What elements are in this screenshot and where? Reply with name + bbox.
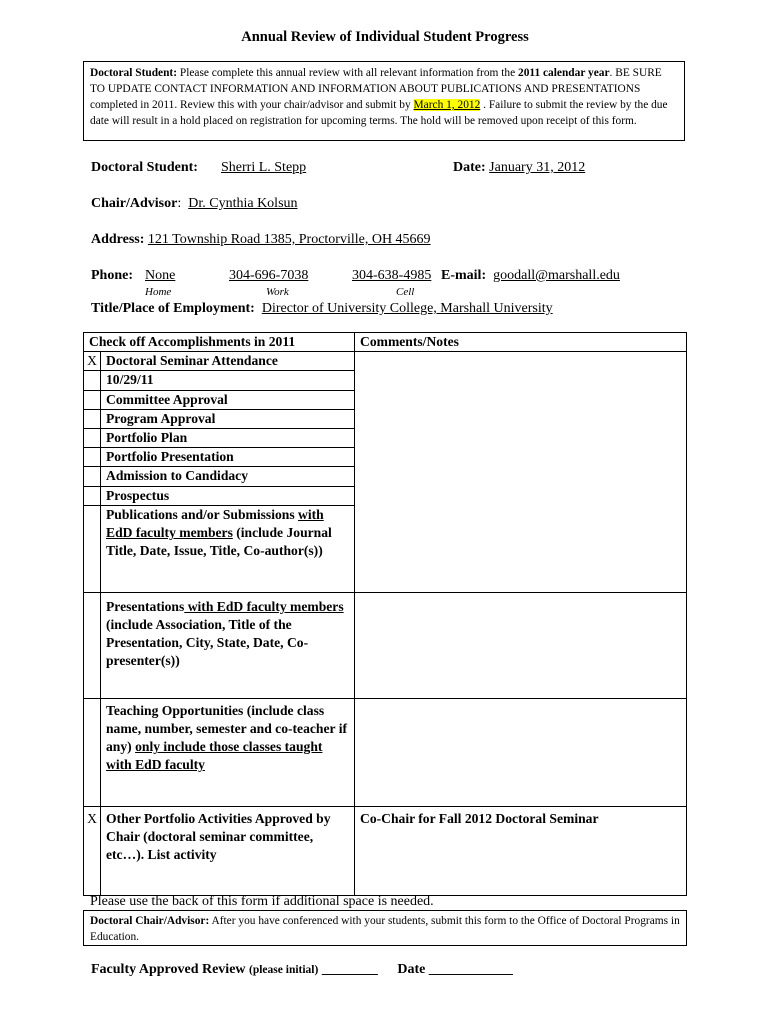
checkbox-cell[interactable] <box>84 371 101 390</box>
table-row <box>84 806 687 895</box>
student-label: Doctoral Student: <box>91 160 198 175</box>
table-row <box>84 698 687 806</box>
presentations-cell <box>101 592 355 698</box>
employment-label: Title/Place of Employment: <box>91 301 255 316</box>
home-caption: Home <box>145 286 172 298</box>
notes-cell[interactable] <box>355 698 687 806</box>
work-caption: Work <box>266 286 289 298</box>
item-cell: Committee Approval <box>101 390 355 409</box>
notice-lead: Doctoral Student: <box>90 67 178 79</box>
checkbox-cell[interactable] <box>84 486 101 505</box>
table-header <box>84 333 687 352</box>
advisor-label: Chair/Advisor <box>91 196 178 211</box>
header-comments: Comments/Notes <box>355 333 687 352</box>
initial-line[interactable]: ________ <box>321 962 378 977</box>
checkbox-cell[interactable]: X <box>84 806 101 895</box>
presentations-text: (include Association, Title of the Presentation, City, State, Date, Co-presenter(s)) <box>106 617 309 669</box>
publications-text: Publications and/or Submissions <box>106 506 299 522</box>
email-label: E-mail: <box>441 268 487 283</box>
email-value: goodall@marshall.edu <box>493 268 620 283</box>
approval-date-label: Date <box>397 962 426 977</box>
presentations-text: Presentations <box>106 598 185 614</box>
item-cell: Admission to Candidacy <box>101 467 355 486</box>
address-label: Address: <box>91 232 145 247</box>
notes-cell[interactable] <box>355 352 687 593</box>
teaching-emph: only include those classes taught with EdD faculty <box>106 739 323 773</box>
checkbox-cell[interactable] <box>84 429 101 448</box>
presentations-emph: with EdD faculty members <box>184 598 344 614</box>
publications-emph: with EdD faculty members <box>106 506 324 541</box>
student-row <box>91 160 198 176</box>
notice-text: . BE SURE TO UPDATE CONTACT INFORMATION AND INFORMATION ABOUT PUBLICATIONS AND PRESENTATIONS completed in 2011. Review this with your chair/advisor and submit by <box>90 67 662 111</box>
checkbox-cell[interactable] <box>84 505 101 592</box>
publications-cell <box>101 505 355 592</box>
other-activities-cell: Other Portfolio Activities Approved by Chair (doctoral seminar committee, etc…). List activity <box>101 806 355 895</box>
approval-paren: (please initial) <box>249 964 319 976</box>
date-label: Date: <box>453 160 486 175</box>
item-cell: Portfolio Plan <box>101 429 355 448</box>
item-cell: Portfolio Presentation <box>101 448 355 467</box>
checkbox-cell[interactable] <box>84 592 101 698</box>
employment-value: Director of University College, Marshall University <box>261 301 553 316</box>
approval-date-line[interactable]: ____________ <box>428 962 513 977</box>
publications-text: (include Journal Title, Date, Issue, Title, Co-author(s)) <box>106 525 332 559</box>
chair-instructions-box <box>83 910 687 946</box>
employment-row <box>91 301 553 317</box>
item-cell: Prospectus <box>101 486 355 505</box>
address-row <box>91 232 431 248</box>
date-row <box>453 160 585 176</box>
checkbox-cell[interactable] <box>84 448 101 467</box>
phone-row <box>91 268 133 284</box>
advisor-row: Chair/Advisor: Dr. Cynthia Kolsun <box>91 196 298 211</box>
checkbox-cell[interactable] <box>84 390 101 409</box>
accomplishments-table <box>83 332 687 896</box>
chair-lead: Doctoral Chair/Advisor: <box>90 915 210 927</box>
item-cell: Doctoral Seminar Attendance <box>101 352 355 371</box>
teaching-cell <box>101 698 355 806</box>
table-row <box>84 352 687 371</box>
page-title: Annual Review of Individual Student Progress <box>241 29 529 45</box>
teaching-text: Teaching Opportunities (include class name, number, semester and co-teacher if any) <box>106 702 347 755</box>
table-row <box>84 592 687 698</box>
notice-text: Please complete this annual review with all relevant information from the <box>177 67 518 79</box>
phone-label: Phone: <box>91 268 133 283</box>
other-activities-note[interactable]: Co-Chair for Fall 2012 Doctoral Seminar <box>355 806 687 895</box>
notice-text: . Failure to submit the review by the due date will result in a hold placed on registration for upcoming terms. The hold will be removed upon receipt of this form. <box>90 99 668 127</box>
student-name: Sherri L. Stepp <box>221 160 307 175</box>
header-accomplishments: Check off Accomplishments in 2011 <box>84 333 355 352</box>
advisor-name: Dr. Cynthia Kolsun <box>188 196 298 211</box>
date-value: January 31, 2012 <box>489 160 586 175</box>
deadline-highlight: March 1, 2012 <box>413 99 481 111</box>
checkbox-cell[interactable] <box>84 467 101 486</box>
email-row <box>441 268 620 284</box>
checkbox-cell[interactable]: X <box>84 352 101 371</box>
back-of-form-note: Please use the back of this form if additional space is needed. <box>90 894 434 909</box>
chair-text: After you have conferenced with your students, submit this form to the Office of Doctoral Programs in Education. <box>90 915 680 943</box>
phone-home: None <box>145 268 176 283</box>
faculty-approval-row <box>91 962 513 978</box>
address-value: 121 Township Road 1385, Proctorville, OH 45669 <box>147 232 431 247</box>
notice-year: 2011 calendar year <box>518 67 610 79</box>
notes-cell[interactable] <box>355 592 687 698</box>
item-cell: 10/29/11 <box>101 371 355 390</box>
phone-work: 304-696-7038 <box>229 268 309 283</box>
checkbox-cell[interactable] <box>84 409 101 428</box>
item-cell: Program Approval <box>101 409 355 428</box>
instructions-box <box>83 61 685 141</box>
phone-cell: 304-638-4985 <box>352 268 432 283</box>
cell-caption: Cell <box>396 286 415 298</box>
checkbox-cell[interactable] <box>84 698 101 806</box>
approval-label: Faculty Approved Review <box>91 962 246 977</box>
